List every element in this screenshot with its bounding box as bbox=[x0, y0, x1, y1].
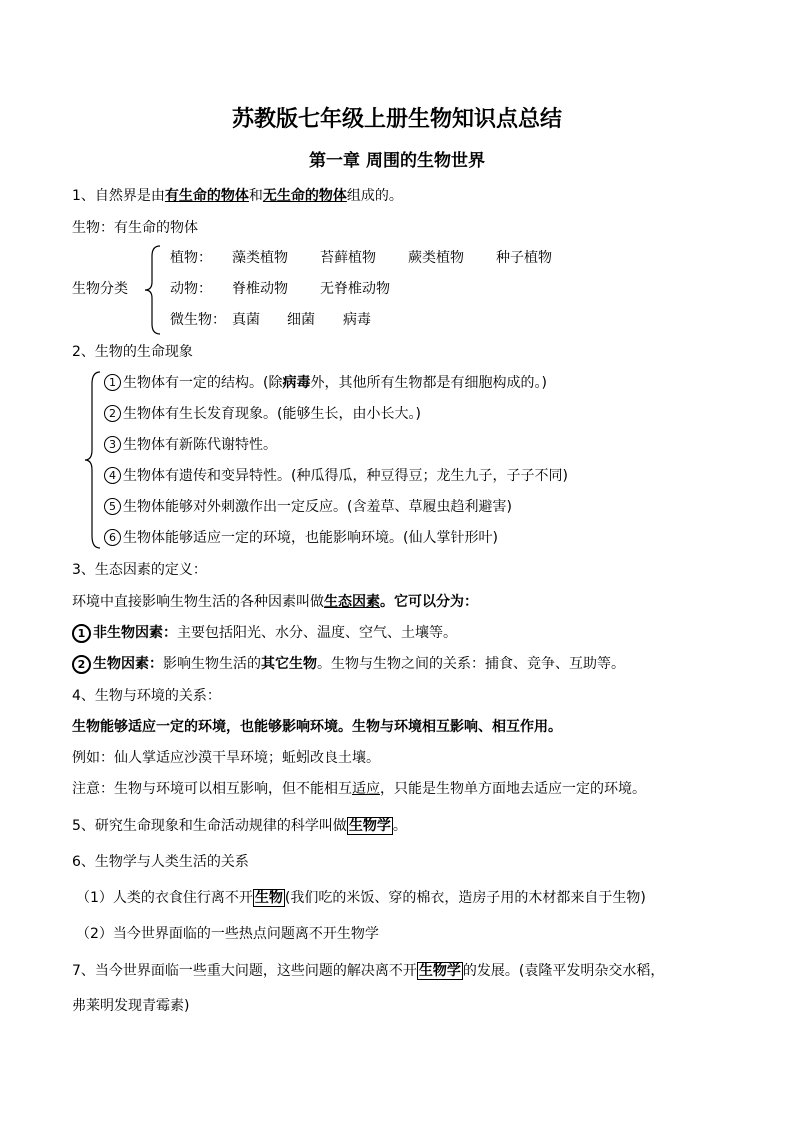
animals-key: 动物： bbox=[170, 281, 212, 297]
ecological-factor-term: 生态因素 bbox=[324, 594, 380, 610]
section-6-item-1 bbox=[76, 888, 646, 908]
plant-item: 苔藓植物 bbox=[320, 250, 376, 266]
adapt-term: 适应 bbox=[352, 781, 380, 797]
s1-nonliving-things: 无生命的物体 bbox=[262, 188, 347, 204]
s7-text: 7、当今世界面临一些重大问题，这些问题的解决离不开 bbox=[72, 963, 417, 979]
microbe-item: 真菌 bbox=[232, 312, 260, 328]
section-4-heading: 4、生物与环境的关系： bbox=[72, 688, 221, 704]
plants-key: 植物： bbox=[170, 250, 212, 266]
s6-text: （1）人类的衣食住行离不开 bbox=[76, 890, 253, 906]
s5-text: 5、研究生命现象和生命活动规律的科学叫做 bbox=[72, 818, 347, 834]
note-text: 注意：生物与环境可以相互影响，但不能相互 bbox=[72, 781, 352, 797]
number-badge: 3 bbox=[104, 436, 121, 453]
section-7 bbox=[72, 961, 664, 981]
life-phenomenon-1 bbox=[104, 373, 547, 393]
life-phenomena-brace bbox=[82, 370, 104, 550]
chapter-title: 第一章 周围的生物世界 bbox=[309, 151, 485, 171]
biotic-text: 。生物与生物之间的关系：捕食、竞争、互助等。 bbox=[317, 656, 625, 672]
document-title: 苏教版七年级上册生物知识点总结 bbox=[231, 107, 562, 132]
note-text: ，只能是生物单方面地去适应一定的环境。 bbox=[380, 781, 646, 797]
number-badge: 1 bbox=[72, 624, 91, 643]
number-badge: 6 bbox=[104, 529, 121, 546]
classification-plants bbox=[170, 248, 576, 268]
s7-text: 的发展。(袁隆平发明杂交水稻， bbox=[462, 963, 665, 979]
bio-definition: 生物：有生命的物体 bbox=[72, 220, 198, 236]
section-6-item-2: （2）当今世界面临的一些热点问题离不开生物学 bbox=[76, 926, 379, 942]
classification-brace bbox=[142, 244, 164, 336]
other-organisms-term: 其它生物 bbox=[261, 656, 317, 672]
section-6-heading: 6、生物学与人类生活的关系 bbox=[72, 854, 249, 870]
biotic-text: 影响生物生活的 bbox=[163, 656, 261, 672]
abiotic-label: 非生物因素： bbox=[93, 625, 177, 641]
s1-living-things: 有生命的物体 bbox=[164, 188, 249, 204]
section-5 bbox=[72, 816, 407, 836]
phenomenon-text: 生物体有遗传和变异特性。(种瓜得瓜，种豆得豆；龙生九子，子子不同) bbox=[123, 468, 568, 484]
organism-term: 生物 bbox=[254, 890, 283, 906]
biotic-factors bbox=[72, 654, 625, 674]
s1-and: 和 bbox=[248, 188, 263, 204]
classification-label: 生物分类 bbox=[72, 281, 128, 297]
section-2-heading: 2、生物的生命现象 bbox=[72, 344, 193, 360]
virus-term: 病毒 bbox=[282, 375, 311, 391]
life-phenomenon-5 bbox=[104, 497, 512, 517]
example-line: 例如：仙人掌适应沙漠干旱环境；蚯蚓改良土壤。 bbox=[72, 750, 380, 766]
biology-term: 生物学 bbox=[418, 963, 461, 979]
phenomenon-text: 生物体能够对外刺激作出一定反应。(含羞草、草履虫趋利避害) bbox=[123, 499, 512, 515]
biotic-label: 生物因素： bbox=[93, 656, 163, 672]
microbes-key: 微生物： bbox=[170, 312, 226, 328]
s1-suffix: 组成的。 bbox=[346, 188, 403, 204]
phenomenon-text: 生物体有生长发育现象。(能够生长，由小长大。) bbox=[123, 406, 421, 422]
section-7-line-2: 弗莱明发现青霉素) bbox=[72, 998, 190, 1014]
note-line bbox=[72, 779, 646, 799]
definition-suffix: 。它可以分为： bbox=[380, 594, 478, 610]
ecological-factor-definition bbox=[72, 592, 478, 612]
biology-term: 生物学 bbox=[348, 818, 391, 834]
phenomenon-text: 外，其他所有生物都是有细胞构成的。) bbox=[310, 375, 547, 391]
plant-item: 蕨类植物 bbox=[408, 250, 464, 266]
organism-environment-relation: 生物能够适应一定的环境，也能够影响环境。生物与环境相互影响、相互作用。 bbox=[72, 719, 562, 735]
number-badge: 1 bbox=[104, 374, 121, 391]
phenomenon-text: 生物体有一定的结构。(除 bbox=[123, 375, 283, 391]
section-3-heading: 3、生态因素的定义： bbox=[72, 562, 207, 578]
definition-text: 环境中直接影响生物生活的各种因素叫做 bbox=[72, 594, 324, 610]
life-phenomenon-6 bbox=[104, 528, 498, 548]
animal-item: 无脊椎动物 bbox=[320, 281, 390, 297]
microbe-item: 病毒 bbox=[343, 312, 371, 328]
life-phenomenon-4 bbox=[104, 466, 568, 486]
phenomenon-text: 生物体能够适应一定的环境，也能影响环境。(仙人掌针形叶) bbox=[123, 530, 498, 546]
number-badge: 2 bbox=[104, 405, 121, 422]
microbe-item: 细菌 bbox=[287, 312, 315, 328]
plant-item: 藻类植物 bbox=[232, 250, 288, 266]
animal-item: 脊椎动物 bbox=[232, 281, 288, 297]
plant-item: 种子植物 bbox=[496, 250, 552, 266]
number-badge: 4 bbox=[104, 467, 121, 484]
life-phenomenon-3 bbox=[104, 435, 277, 455]
number-badge: 5 bbox=[104, 498, 121, 515]
s5-suffix: 。 bbox=[392, 818, 407, 834]
section-1 bbox=[72, 186, 403, 206]
s1-prefix: 1、自然界是由 bbox=[72, 188, 165, 204]
phenomenon-text: 生物体有新陈代谢特性。 bbox=[123, 437, 277, 453]
classification-microbes bbox=[170, 310, 371, 330]
classification-animals bbox=[170, 279, 400, 299]
number-badge: 2 bbox=[72, 655, 91, 674]
abiotic-text: 主要包括阳光、水分、温度、空气、土壤等。 bbox=[177, 625, 457, 641]
life-phenomenon-2 bbox=[104, 404, 421, 424]
abiotic-factors bbox=[72, 623, 457, 643]
s6-text: (我们吃的米饭、穿的棉衣，造房子用的木材都来自于生物) bbox=[284, 890, 646, 906]
